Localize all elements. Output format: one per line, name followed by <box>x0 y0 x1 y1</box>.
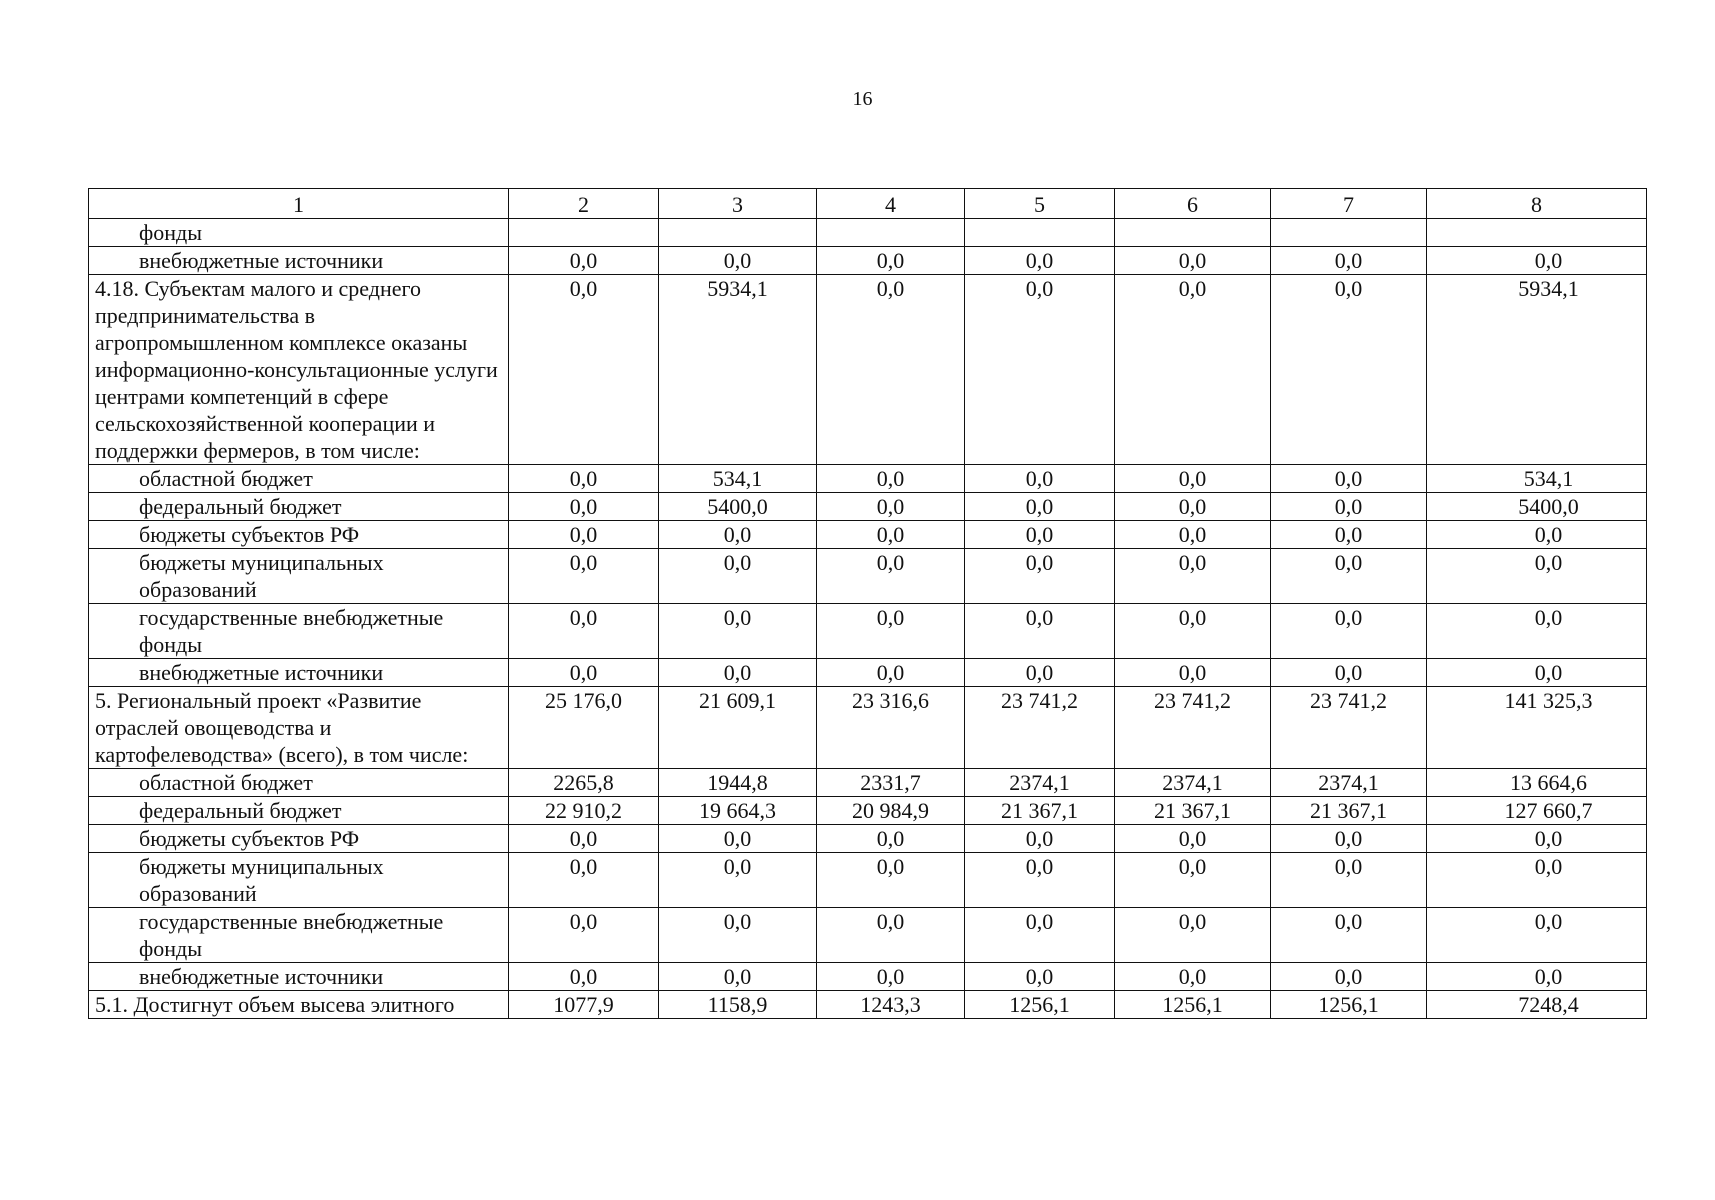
value-cell: 0,0 <box>965 825 1115 853</box>
column-header: 2 <box>509 189 659 219</box>
row-label: областной бюджет <box>89 769 509 797</box>
value-cell: 0,0 <box>1271 549 1427 604</box>
value-cell: 5934,1 <box>659 275 817 465</box>
value-cell: 0,0 <box>1115 247 1271 275</box>
value-cell: 0,0 <box>1115 521 1271 549</box>
row-label: внебюджетные источники <box>89 247 509 275</box>
value-cell <box>1115 219 1271 247</box>
value-cell <box>965 219 1115 247</box>
value-cell: 0,0 <box>1427 908 1647 963</box>
value-cell: 0,0 <box>659 521 817 549</box>
value-cell: 1256,1 <box>1271 991 1427 1019</box>
value-cell: 0,0 <box>1427 521 1647 549</box>
value-cell: 0,0 <box>1115 493 1271 521</box>
row-label: государственные внебюджетные фонды <box>89 604 509 659</box>
value-cell: 23 316,6 <box>817 687 965 769</box>
value-cell: 0,0 <box>509 604 659 659</box>
value-cell: 0,0 <box>1271 247 1427 275</box>
value-cell: 0,0 <box>659 247 817 275</box>
value-cell: 0,0 <box>1427 604 1647 659</box>
value-cell: 0,0 <box>509 659 659 687</box>
value-cell: 0,0 <box>1271 908 1427 963</box>
row-label: 5.1. Достигнут объем высева элитного <box>89 991 509 1019</box>
value-cell: 0,0 <box>817 465 965 493</box>
table-row <box>89 549 1647 604</box>
value-cell: 0,0 <box>965 549 1115 604</box>
value-cell: 0,0 <box>659 908 817 963</box>
value-cell: 0,0 <box>659 853 817 908</box>
table-row <box>89 493 1647 521</box>
value-cell: 23 741,2 <box>1271 687 1427 769</box>
row-label: 4.18. Субъектам малого и среднего предпринимательства в агропромышленном комплексе оказаны информационно-консультационные услуги центрами компетенций в сфере сельскохозяйственной кооперации и поддержки фермеров, в том числе: <box>89 275 509 465</box>
table-row <box>89 521 1647 549</box>
value-cell: 0,0 <box>1427 247 1647 275</box>
value-cell: 0,0 <box>817 604 965 659</box>
value-cell: 0,0 <box>1271 521 1427 549</box>
table-row <box>89 659 1647 687</box>
value-cell: 0,0 <box>965 493 1115 521</box>
value-cell: 21 609,1 <box>659 687 817 769</box>
value-cell: 21 367,1 <box>965 797 1115 825</box>
table-row <box>89 991 1647 1019</box>
value-cell: 0,0 <box>509 549 659 604</box>
table-header-row <box>89 189 1647 219</box>
value-cell: 0,0 <box>509 908 659 963</box>
value-cell: 0,0 <box>1271 493 1427 521</box>
table-row <box>89 853 1647 908</box>
value-cell: 20 984,9 <box>817 797 965 825</box>
value-cell: 0,0 <box>965 275 1115 465</box>
value-cell: 5934,1 <box>1427 275 1647 465</box>
value-cell: 0,0 <box>1427 825 1647 853</box>
value-cell: 0,0 <box>509 521 659 549</box>
value-cell: 0,0 <box>1115 659 1271 687</box>
column-header: 7 <box>1271 189 1427 219</box>
page-number: 16 <box>852 88 873 110</box>
value-cell: 0,0 <box>659 659 817 687</box>
row-label: областной бюджет <box>89 465 509 493</box>
value-cell: 0,0 <box>1115 853 1271 908</box>
value-cell: 0,0 <box>1427 853 1647 908</box>
table-row <box>89 825 1647 853</box>
value-cell: 0,0 <box>509 275 659 465</box>
value-cell: 0,0 <box>965 659 1115 687</box>
value-cell: 5400,0 <box>659 493 817 521</box>
value-cell <box>509 219 659 247</box>
value-cell: 0,0 <box>509 853 659 908</box>
value-cell: 1256,1 <box>965 991 1115 1019</box>
column-header: 3 <box>659 189 817 219</box>
row-label: внебюджетные источники <box>89 659 509 687</box>
value-cell: 0,0 <box>1271 853 1427 908</box>
value-cell: 13 664,6 <box>1427 769 1647 797</box>
value-cell: 0,0 <box>965 963 1115 991</box>
value-cell: 0,0 <box>1427 963 1647 991</box>
value-cell: 21 367,1 <box>1271 797 1427 825</box>
value-cell: 0,0 <box>965 521 1115 549</box>
value-cell: 1158,9 <box>659 991 817 1019</box>
table-row <box>89 275 1647 465</box>
value-cell: 0,0 <box>817 493 965 521</box>
value-cell: 0,0 <box>817 853 965 908</box>
value-cell: 0,0 <box>659 963 817 991</box>
value-cell: 0,0 <box>965 247 1115 275</box>
value-cell: 0,0 <box>509 465 659 493</box>
value-cell: 0,0 <box>817 247 965 275</box>
value-cell: 0,0 <box>1115 825 1271 853</box>
table-row <box>89 963 1647 991</box>
value-cell <box>1271 219 1427 247</box>
value-cell: 0,0 <box>817 908 965 963</box>
row-label: 5. Региональный проект «Развитие отраслей овощеводства и картофелеводства» (всего), в том числе: <box>89 687 509 769</box>
value-cell: 0,0 <box>1271 604 1427 659</box>
value-cell: 534,1 <box>659 465 817 493</box>
column-header: 8 <box>1427 189 1647 219</box>
value-cell: 141 325,3 <box>1427 687 1647 769</box>
value-cell: 0,0 <box>509 493 659 521</box>
value-cell: 1256,1 <box>1115 991 1271 1019</box>
value-cell: 0,0 <box>1271 825 1427 853</box>
value-cell: 0,0 <box>1115 275 1271 465</box>
value-cell <box>1427 219 1647 247</box>
table-row <box>89 465 1647 493</box>
table-body <box>89 219 1647 1019</box>
value-cell: 0,0 <box>1427 659 1647 687</box>
value-cell: 0,0 <box>1271 465 1427 493</box>
value-cell: 7248,4 <box>1427 991 1647 1019</box>
value-cell: 0,0 <box>817 825 965 853</box>
value-cell: 0,0 <box>659 825 817 853</box>
row-label: бюджеты муниципальных образований <box>89 549 509 604</box>
value-cell: 0,0 <box>1115 549 1271 604</box>
value-cell: 5400,0 <box>1427 493 1647 521</box>
value-cell: 0,0 <box>965 465 1115 493</box>
column-header: 1 <box>89 189 509 219</box>
table-row <box>89 247 1647 275</box>
row-label: федеральный бюджет <box>89 493 509 521</box>
value-cell: 0,0 <box>1271 275 1427 465</box>
value-cell: 21 367,1 <box>1115 797 1271 825</box>
value-cell: 0,0 <box>1115 465 1271 493</box>
row-label: бюджеты субъектов РФ <box>89 825 509 853</box>
column-header: 6 <box>1115 189 1271 219</box>
value-cell <box>817 219 965 247</box>
value-cell: 0,0 <box>659 549 817 604</box>
value-cell: 0,0 <box>1427 549 1647 604</box>
value-cell: 0,0 <box>1115 604 1271 659</box>
value-cell: 0,0 <box>509 963 659 991</box>
value-cell: 2374,1 <box>1271 769 1427 797</box>
value-cell: 534,1 <box>1427 465 1647 493</box>
row-label: внебюджетные источники <box>89 963 509 991</box>
value-cell: 0,0 <box>817 659 965 687</box>
value-cell <box>659 219 817 247</box>
value-cell: 0,0 <box>1115 908 1271 963</box>
column-header: 4 <box>817 189 965 219</box>
value-cell: 0,0 <box>509 247 659 275</box>
row-label: бюджеты муниципальных образований <box>89 853 509 908</box>
table-row <box>89 604 1647 659</box>
table-row <box>89 687 1647 769</box>
value-cell: 0,0 <box>1271 659 1427 687</box>
row-label: бюджеты субъектов РФ <box>89 521 509 549</box>
value-cell: 0,0 <box>965 604 1115 659</box>
value-cell: 0,0 <box>817 521 965 549</box>
value-cell: 0,0 <box>1115 963 1271 991</box>
table-row <box>89 908 1647 963</box>
value-cell: 2374,1 <box>965 769 1115 797</box>
value-cell: 23 741,2 <box>1115 687 1271 769</box>
value-cell: 0,0 <box>965 853 1115 908</box>
value-cell: 127 660,7 <box>1427 797 1647 825</box>
value-cell: 1944,8 <box>659 769 817 797</box>
value-cell: 2331,7 <box>817 769 965 797</box>
value-cell: 22 910,2 <box>509 797 659 825</box>
value-cell: 1243,3 <box>817 991 965 1019</box>
row-label: государственные внебюджетные фонды <box>89 908 509 963</box>
value-cell: 0,0 <box>817 275 965 465</box>
row-label: фонды <box>89 219 509 247</box>
table-row <box>89 219 1647 247</box>
value-cell: 0,0 <box>817 549 965 604</box>
value-cell: 23 741,2 <box>965 687 1115 769</box>
value-cell: 0,0 <box>965 908 1115 963</box>
table-row <box>89 769 1647 797</box>
value-cell: 2265,8 <box>509 769 659 797</box>
table-row <box>89 797 1647 825</box>
value-cell: 0,0 <box>659 604 817 659</box>
value-cell: 2374,1 <box>1115 769 1271 797</box>
value-cell: 1077,9 <box>509 991 659 1019</box>
column-header: 5 <box>965 189 1115 219</box>
value-cell: 0,0 <box>509 825 659 853</box>
value-cell: 25 176,0 <box>509 687 659 769</box>
value-cell: 0,0 <box>817 963 965 991</box>
budget-table <box>88 188 1647 1019</box>
value-cell: 0,0 <box>1271 963 1427 991</box>
row-label: федеральный бюджет <box>89 797 509 825</box>
value-cell: 19 664,3 <box>659 797 817 825</box>
